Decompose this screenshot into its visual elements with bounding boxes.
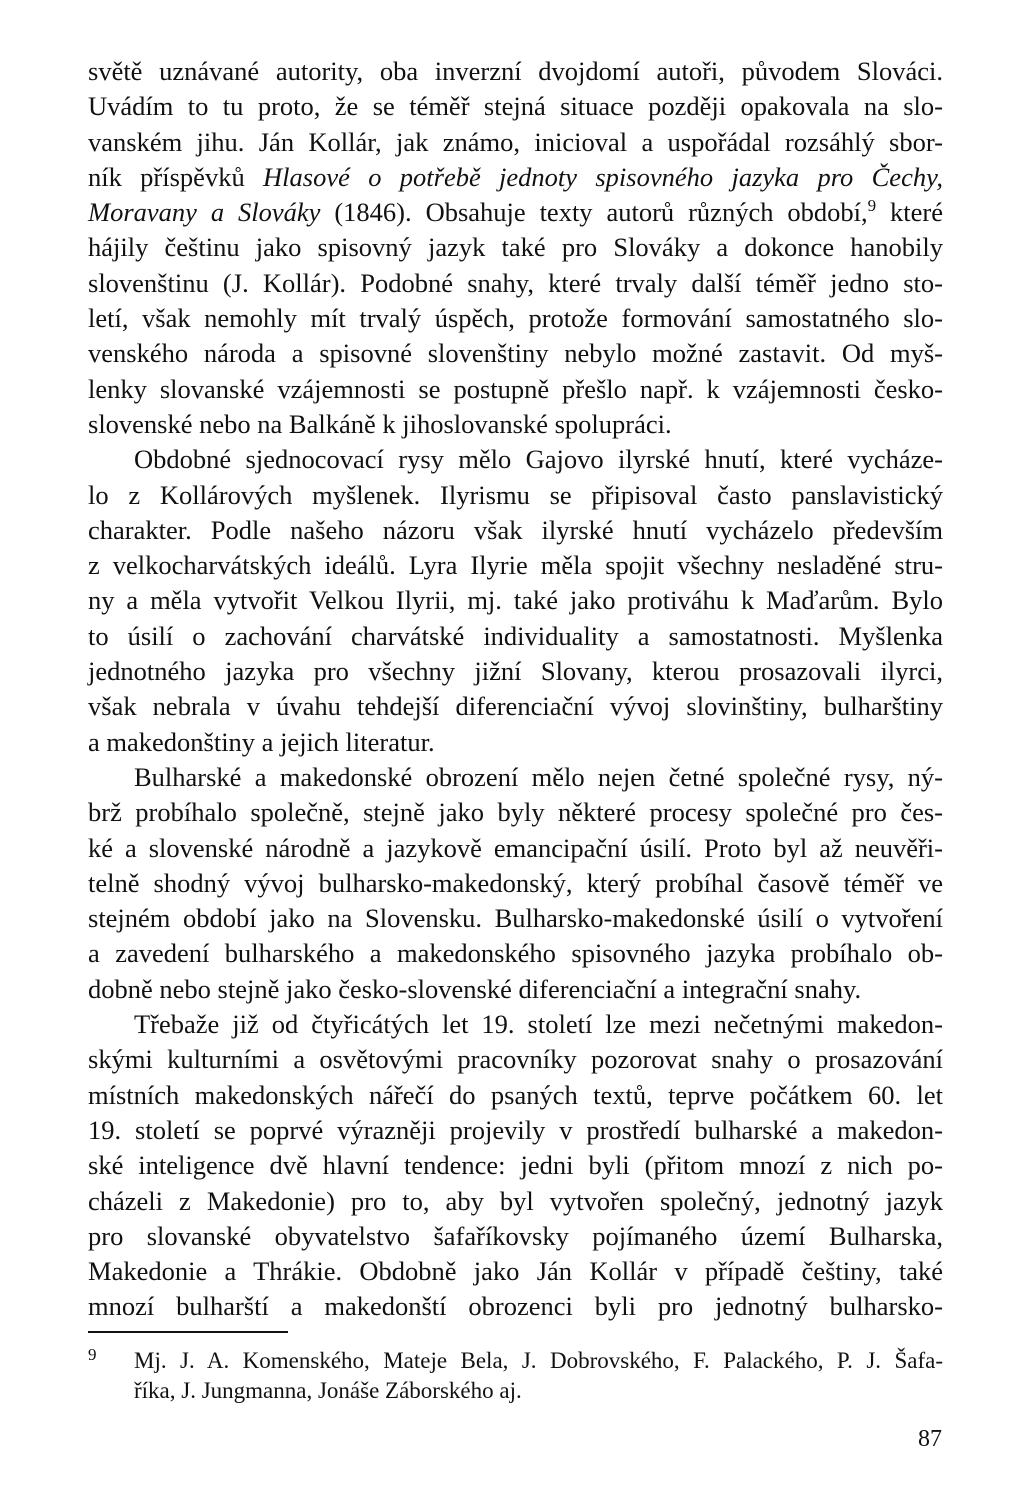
text-line [88, 195, 943, 230]
text-line: slovenštinu (J. Kollár). Podobné snahy, které trvaly další téměř jedno sto- [88, 267, 943, 298]
text-line: skými kulturními a osvětovými pracovníky pozorovat snahy o prosazování [88, 1044, 943, 1075]
book-title-italic: Moravany a Slováky [88, 197, 321, 228]
body-text [88, 54, 943, 1325]
text-line: Bulharské a makedonské obrození mělo nejen četné společné rysy, ný- [134, 761, 943, 792]
text-run: které [876, 197, 944, 228]
page-number: 87 [918, 1426, 942, 1452]
text-run: Obsahuje texty autorů různých období, [425, 197, 868, 228]
text-line: lo z Kollárových myšlenek. Ilyrismu se připisoval často panslavistický [88, 479, 943, 510]
text-run: (1846). [320, 197, 412, 228]
text-line: slovenské nebo na Balkáně k jihoslovanské spolupráci. [88, 408, 672, 439]
text-line: to úsilí o zachování charvátské individuality a samostatnosti. Myšlenka [88, 620, 943, 651]
text-line: cházeli z Makedonie) pro to, aby byl vytvořen společný, jednotný jazyk [88, 1185, 943, 1216]
text-line: světě uznávané autority, oba inverzní dvojdomí autoři, původem Slováci. [88, 56, 943, 86]
text-line: letí, však nemohly mít trvalý úspěch, protože formování samostatného slo- [88, 303, 943, 334]
text-line: a makedonštiny a jejich literatur. [88, 726, 435, 757]
text-line: telně shodný vývoj bulharsko-makedonský, který probíhal časově téměř ve [88, 867, 943, 898]
text-line: z velkocharvátských ideálů. Lyra Ilyrie měla spojit všechny nesladěné stru- [88, 550, 943, 581]
text-line: 19. století se poprvé výrazněji projevily v prostředí bulharské a makedon- [88, 1114, 943, 1145]
text-line: stejném období jako na Slovensku. Bulharsko-makedonské úsilí o vytvoření [88, 903, 943, 934]
text-line: a zavedení bulharského a makedonského spisovného jazyka probíhalo ob- [88, 938, 943, 969]
text-line: místních makedonských nářečí do psaných textů, teprve počátkem 60. let [88, 1079, 943, 1110]
text-run: ník příspěvků [88, 161, 264, 192]
footnote [88, 1346, 943, 1406]
text-line: Makedonie a Thrákie. Obdobně jako Ján Kollár v případě češtiny, také [88, 1256, 943, 1287]
text-line [88, 160, 943, 195]
footnote-marker: 9 [88, 1345, 97, 1364]
text-line: pro slovanské obyvatelstvo šafaříkovsky pojímaného území Bulharska, [88, 1220, 943, 1251]
text-line: lenky slovanské vzájemnosti se postupně přešlo např. k vzájemnosti česko- [88, 373, 943, 404]
footnote-reference: 9 [867, 196, 877, 216]
footnote-divider [88, 1331, 288, 1333]
text-line: Obdobné sjednocovací rysy mělo Gajovo ilyrské hnutí, které vycháze- [134, 444, 943, 475]
footnote-line: Mj. J. A. Komenského, Mateje Bela, J. Dobrovského, F. Palackého, P. J. Šafa- [134, 1348, 943, 1373]
text-line: Třebaže již od čtyřicátých let 19. století lze mezi nečetnými makedon- [134, 1009, 943, 1040]
text-line: ské inteligence dvě hlavní tendence: jedni byli (přitom mnozí z nich po- [88, 1150, 943, 1181]
text-line: však nebrala v úvahu tehdejší diferenciační vývoj slovinštiny, bulharštiny [88, 691, 943, 722]
text-line: ny a měla vytvořit Velkou Ilyrii, mj. také jako protiváhu k Maďarům. Bylo [88, 585, 943, 616]
text-line: vanském jihu. Ján Kollár, jak známo, inicioval a uspořádal rozsáhlý sbor- [88, 126, 943, 157]
text-line: mnozí bulharští a makedonští obrozenci byli pro jednotný bulharsko- [88, 1291, 943, 1322]
text-line: venského národa a spisovné slovenštiny nebylo možné zastavit. Od myš- [88, 338, 943, 369]
text-line: charakter. Podle našeho názoru však ilyrské hnutí vycházelo především [88, 514, 943, 545]
text-line: hájily češtinu jako spisovný jazyk také pro Slováky a dokonce hanobily [88, 232, 943, 263]
text-line: ké a slovenské národně a jazykově emancipační úsilí. Proto byl až neuvěři- [88, 832, 943, 863]
book-title-italic: Hlasové o potřebě jednoty spisovného jazyka pro Čechy, [263, 161, 944, 192]
footnote-line: říka, J. Jungmanna, Jonáše Záborského aj. [134, 1378, 522, 1403]
text-line: brž probíhalo společně, stejně jako byly některé procesy společné pro čes- [88, 797, 943, 828]
text-line: jednotného jazyka pro všechny jižní Slovany, kterou prosazovali ilyrci, [88, 656, 943, 687]
text-line: Uvádím to tu proto, že se téměř stejná situace později opakovala na slo- [88, 91, 943, 122]
text-line: dobně nebo stejně jako česko-slovenské diferenciační a integrační snahy. [88, 973, 862, 1004]
